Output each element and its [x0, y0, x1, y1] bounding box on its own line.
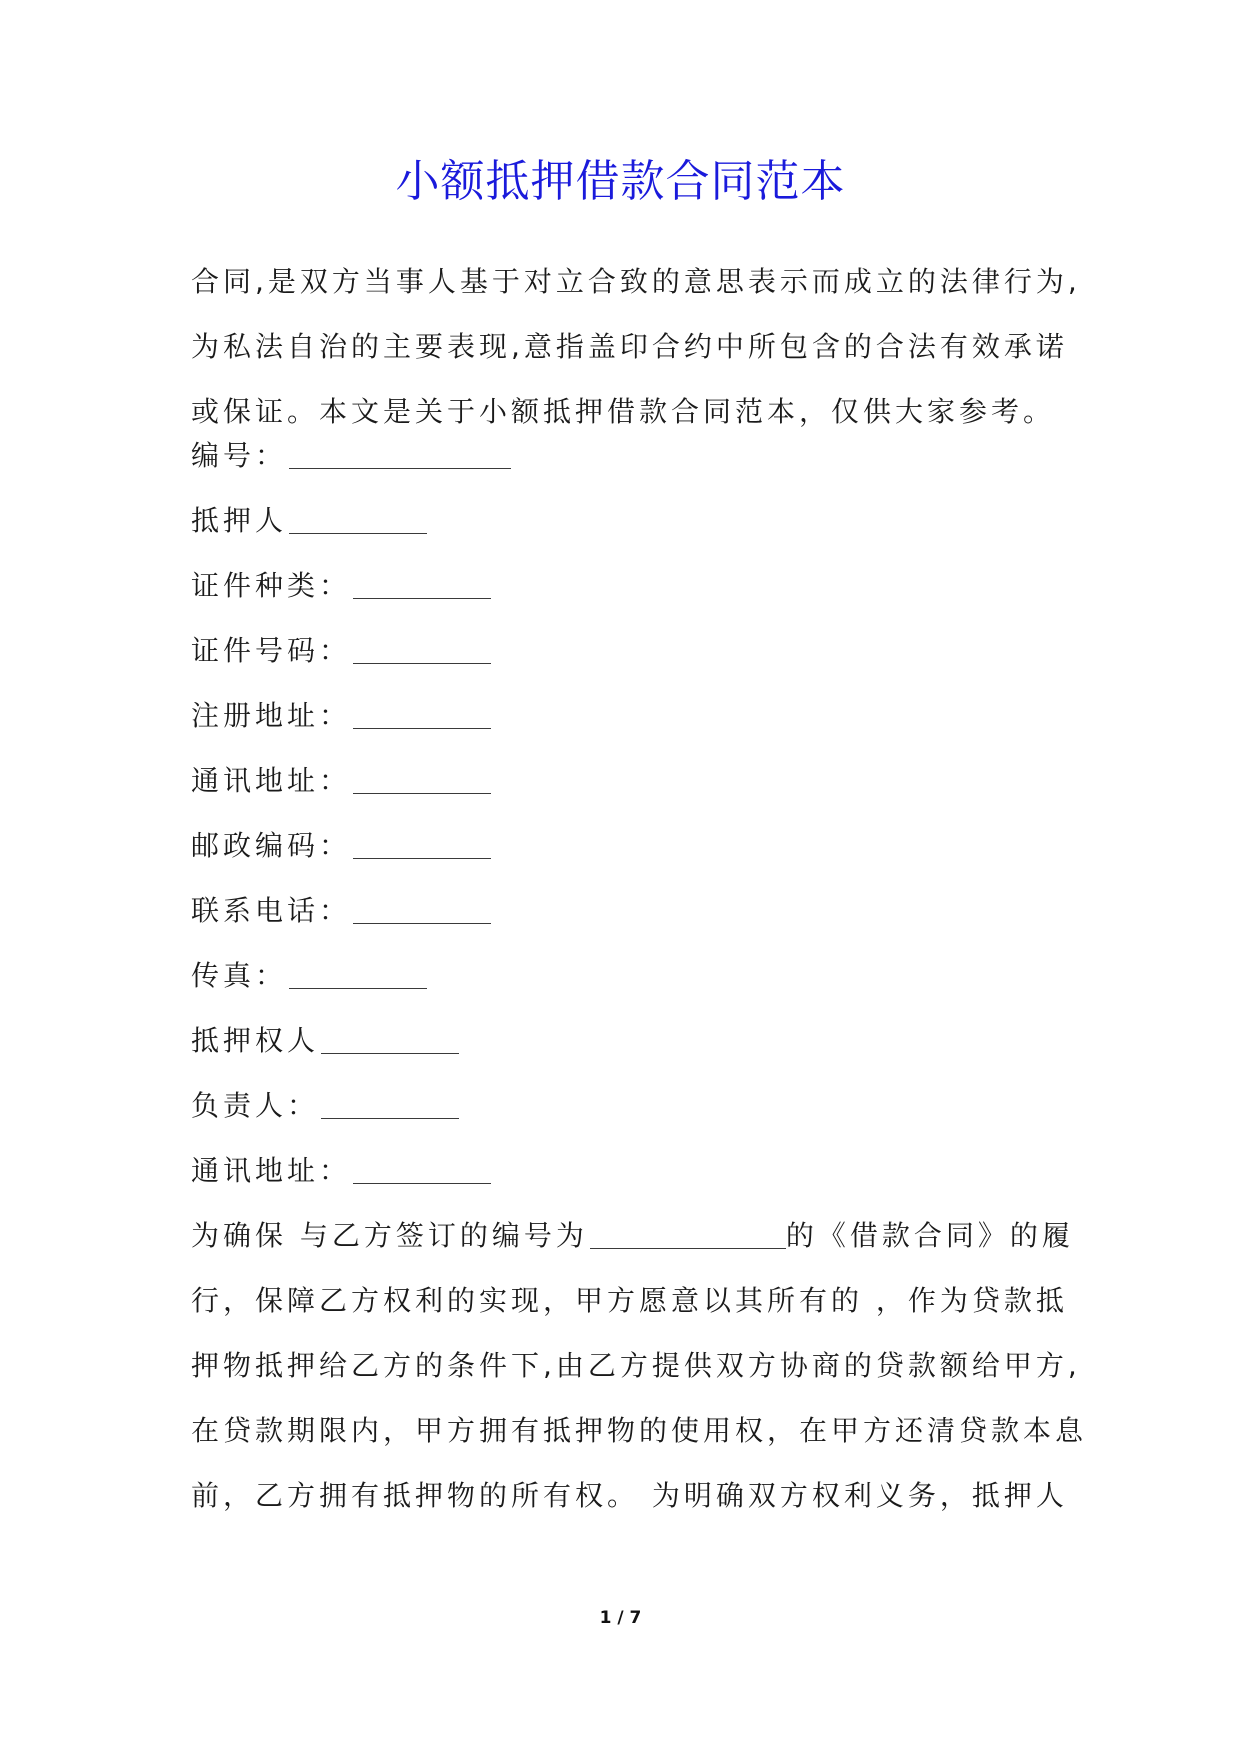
field-label: 注册地址：	[191, 699, 352, 732]
field-phone	[191, 878, 1051, 943]
field-mailing-address	[191, 748, 1051, 813]
field-id-type	[191, 553, 1051, 618]
field-label: 抵押人	[191, 504, 288, 537]
clause-text: 为确保 与乙方签订的编号为	[191, 1219, 588, 1252]
fill-blank	[353, 858, 491, 859]
field-registered-address	[191, 683, 1051, 748]
clause-line: 在贷款期限内，甲方拥有抵押物的使用权，在甲方还清贷款本息	[191, 1414, 1088, 1447]
intro-line: 为私法自治的主要表现,意指盖印合约中所包含的合法有效承诺	[191, 330, 1068, 363]
clause-line: 押物抵押给乙方的条件下,由乙方提供双方协商的贷款额给甲方,	[191, 1349, 1081, 1382]
field-postal-code	[191, 813, 1051, 878]
field-label: 证件号码：	[191, 634, 352, 667]
field-label: 联系电话：	[191, 894, 352, 927]
intro-line: 合同,是双方当事人基于对立合致的意思表示而成立的法律行为,	[191, 265, 1081, 298]
fill-blank	[321, 1118, 459, 1119]
field-mortgagor	[191, 488, 1051, 553]
field-label: 邮政编码：	[191, 829, 352, 862]
fill-blank	[289, 533, 427, 534]
clause-paragraph	[191, 1203, 1088, 1528]
fill-blank	[590, 1248, 786, 1249]
field-mortgagee	[191, 1008, 1051, 1073]
fill-blank	[353, 793, 491, 794]
fill-blank	[289, 988, 427, 989]
clause-line: 行，保障乙方权利的实现，甲方愿意以其所有的 ，作为贷款抵	[191, 1284, 1068, 1317]
clause-line	[191, 1203, 1074, 1268]
intro-paragraph	[191, 249, 1081, 444]
field-id-number	[191, 618, 1051, 683]
fill-blank	[353, 663, 491, 664]
field-label: 编号：	[191, 439, 288, 472]
field-person-in-charge	[191, 1073, 1051, 1138]
intro-line: 或保证。本文是关于小额抵押借款合同范本，仅供大家参考。	[191, 395, 1056, 428]
clause-line: 前，乙方拥有抵押物的所有权。 为明确双方权利义务，抵押人	[191, 1479, 1068, 1512]
field-mailing-address-2	[191, 1138, 1051, 1203]
party-info-fields	[191, 423, 1051, 1203]
fill-blank	[353, 1183, 491, 1184]
clause-text: 的《借款合同》的履	[785, 1219, 1074, 1252]
fill-blank	[353, 923, 491, 924]
page-number: 1 / 7	[599, 1608, 642, 1628]
field-label: 负责人：	[191, 1089, 320, 1122]
field-number	[191, 423, 1051, 488]
fill-blank	[353, 598, 491, 599]
fill-blank	[321, 1053, 459, 1054]
field-label: 证件种类：	[191, 569, 352, 602]
field-label: 传真：	[191, 959, 288, 992]
field-label: 抵押权人	[191, 1024, 320, 1057]
field-label: 通讯地址：	[191, 764, 352, 797]
document-title: 小额抵押借款合同范本	[395, 156, 846, 207]
fill-blank	[289, 468, 511, 469]
field-fax	[191, 943, 1051, 1008]
field-label: 通讯地址：	[191, 1154, 352, 1187]
fill-blank	[353, 728, 491, 729]
